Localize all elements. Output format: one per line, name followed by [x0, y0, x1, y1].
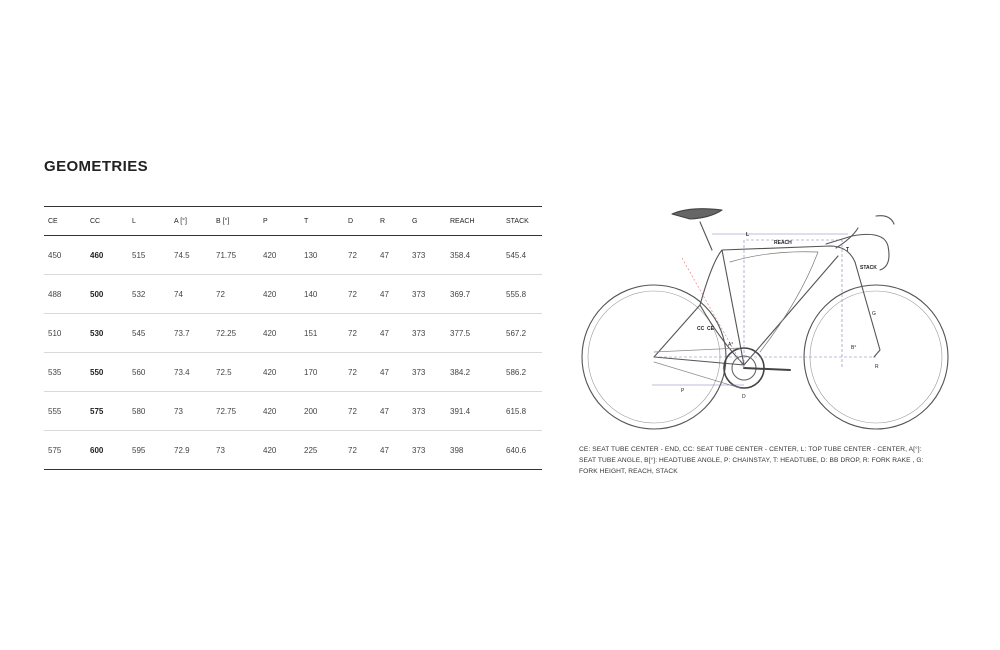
geometry-table [44, 206, 542, 470]
cell-b: 72.5 [212, 353, 259, 392]
cell-a: 73 [170, 392, 212, 431]
label-d: D [742, 394, 746, 400]
cell-ce: 555 [44, 392, 86, 431]
crank-arm [744, 368, 790, 370]
cell-cc: 460 [86, 236, 128, 275]
col-header-stack: STACK [502, 207, 542, 236]
col-header-r: R [376, 207, 408, 236]
cell-l: 560 [128, 353, 170, 392]
cell-g: 373 [408, 353, 446, 392]
cell-b: 72.75 [212, 392, 259, 431]
cell-t: 140 [300, 275, 344, 314]
diagram-legend-caption: CE: SEAT TUBE CENTER - END, CC: SEAT TUBE CENTER - CENTER, L: TOP TUBE CENTER - CENTER, A[°]: SEAT TUBE ANGLE, B[°]: HEADTUBE ANGLE, P: CHAINSTAY, T: HEADTUBE, D: BB DROP, R: FORK RAKE , G: FORK HEIGHT, REACH, STACK [579, 446, 924, 475]
cell-d: 72 [344, 431, 376, 470]
cell-cc: 575 [86, 392, 128, 431]
label-a: A° [728, 342, 734, 348]
cell-l: 595 [128, 431, 170, 470]
cell-cc: 600 [86, 431, 128, 470]
cell-ce: 510 [44, 314, 86, 353]
cell-p: 420 [259, 275, 300, 314]
label-reach: REACH [774, 240, 792, 246]
cell-p: 420 [259, 353, 300, 392]
table-row [44, 353, 542, 392]
cell-g: 373 [408, 314, 446, 353]
cell-p: 420 [259, 236, 300, 275]
col-header-a: A [°] [170, 207, 212, 236]
cell-a: 73.4 [170, 353, 212, 392]
label-l: L [746, 232, 750, 238]
cell-b: 72 [212, 275, 259, 314]
seatpost [700, 222, 712, 250]
table-row [44, 275, 542, 314]
cell-r: 47 [376, 236, 408, 275]
cell-t: 200 [300, 392, 344, 431]
col-header-cc: CC [86, 207, 128, 236]
cell-stack: 545.4 [502, 236, 542, 275]
bike-geometry-diagram [578, 198, 958, 438]
cell-d: 72 [344, 314, 376, 353]
label-stack: STACK [860, 265, 877, 271]
label-b: B° [851, 345, 857, 351]
label-g: G [872, 311, 876, 317]
label-ce: CE [707, 326, 714, 332]
cell-d: 72 [344, 275, 376, 314]
reach-stack-guides [654, 240, 876, 368]
chain [654, 348, 740, 388]
cell-t: 225 [300, 431, 344, 470]
cell-reach: 391.4 [446, 392, 502, 431]
cell-g: 373 [408, 431, 446, 470]
cell-ce: 450 [44, 236, 86, 275]
label-p: P [681, 388, 685, 394]
cell-p: 420 [259, 392, 300, 431]
cell-g: 373 [408, 392, 446, 431]
cell-g: 373 [408, 236, 446, 275]
handlebar-top [876, 216, 894, 224]
cell-l: 580 [128, 392, 170, 431]
cell-l: 545 [128, 314, 170, 353]
col-header-d: D [344, 207, 376, 236]
col-header-reach: REACH [446, 207, 502, 236]
col-header-b: B [°] [212, 207, 259, 236]
cell-d: 72 [344, 353, 376, 392]
down-tube [730, 252, 818, 352]
cell-p: 420 [259, 314, 300, 353]
cell-l: 515 [128, 236, 170, 275]
cell-r: 47 [376, 275, 408, 314]
cell-reach: 358.4 [446, 236, 502, 275]
seat-tube-line [682, 258, 744, 368]
cell-r: 47 [376, 431, 408, 470]
cell-d: 72 [344, 392, 376, 431]
col-header-g: G [408, 207, 446, 236]
label-t: T [846, 247, 850, 253]
cell-r: 47 [376, 353, 408, 392]
cell-t: 151 [300, 314, 344, 353]
cell-a: 74.5 [170, 236, 212, 275]
cell-reach: 377.5 [446, 314, 502, 353]
table-row [44, 392, 542, 431]
cell-r: 47 [376, 392, 408, 431]
cell-a: 74 [170, 275, 212, 314]
cell-b: 73 [212, 431, 259, 470]
cell-ce: 575 [44, 431, 86, 470]
cell-stack: 586.2 [502, 353, 542, 392]
label-r: R [875, 364, 879, 370]
cell-stack: 615.8 [502, 392, 542, 431]
label-cc: CC [697, 326, 705, 332]
cell-l: 532 [128, 275, 170, 314]
page-title: GEOMETRIES [44, 158, 149, 175]
col-header-ce: CE [44, 207, 86, 236]
col-header-t: T [300, 207, 344, 236]
cell-d: 72 [344, 236, 376, 275]
cell-t: 170 [300, 353, 344, 392]
cell-r: 47 [376, 314, 408, 353]
cell-cc: 530 [86, 314, 128, 353]
saddle [672, 209, 722, 219]
cell-reach: 398 [446, 431, 502, 470]
table-row [44, 314, 542, 353]
table-row [44, 236, 542, 275]
cell-cc: 550 [86, 353, 128, 392]
cell-stack: 640.6 [502, 431, 542, 470]
cell-reach: 384.2 [446, 353, 502, 392]
table-header-row [44, 207, 542, 236]
cell-g: 373 [408, 275, 446, 314]
cell-a: 72.9 [170, 431, 212, 470]
cell-t: 130 [300, 236, 344, 275]
cell-ce: 488 [44, 275, 86, 314]
table-row [44, 431, 542, 470]
cell-a: 73.7 [170, 314, 212, 353]
cell-b: 72.25 [212, 314, 259, 353]
cell-stack: 555.8 [502, 275, 542, 314]
col-header-p: P [259, 207, 300, 236]
cell-reach: 369.7 [446, 275, 502, 314]
cell-b: 71.75 [212, 236, 259, 275]
cell-ce: 535 [44, 353, 86, 392]
col-header-l: L [128, 207, 170, 236]
cell-stack: 567.2 [502, 314, 542, 353]
cell-cc: 500 [86, 275, 128, 314]
cell-p: 420 [259, 431, 300, 470]
